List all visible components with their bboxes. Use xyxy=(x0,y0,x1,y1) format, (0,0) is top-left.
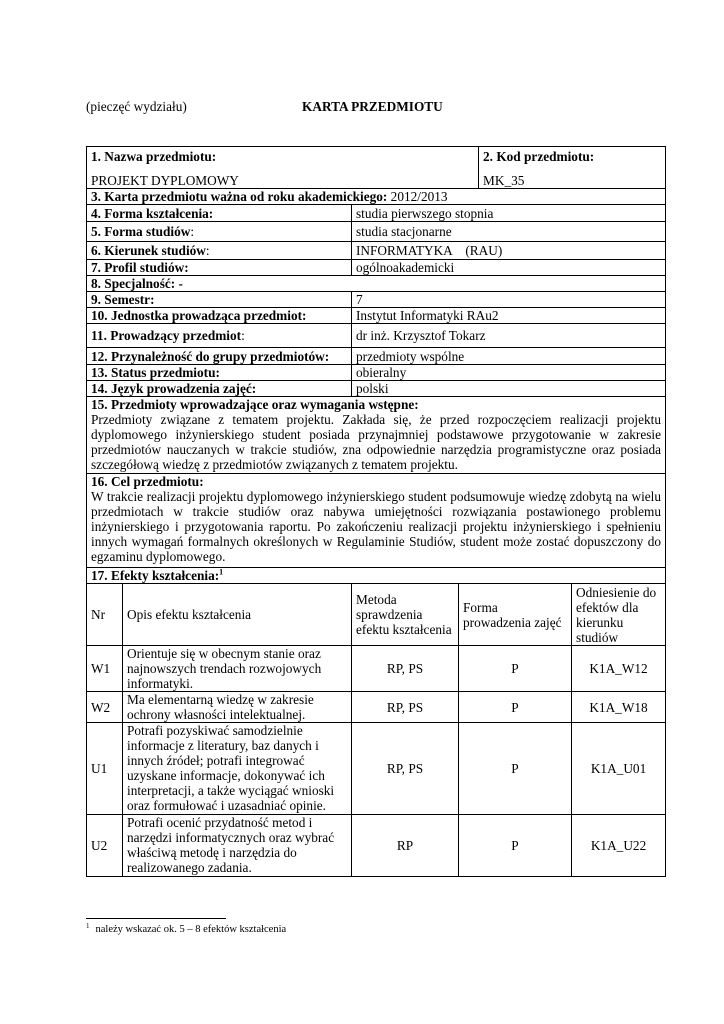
row-prerequisites xyxy=(87,397,666,474)
outcome-row xyxy=(87,723,666,815)
study-profile-value: ogólnoakademicki xyxy=(352,260,666,276)
lecturer-value: dr inż. Krzysztof Tokarz xyxy=(352,324,666,348)
course-name-label: 1. Nazwa przedmiotu: xyxy=(91,149,217,164)
course-code-value: MK_35 xyxy=(483,173,525,188)
footnote-text: należy wskazać ok. 5 – 8 efektów kształcenia xyxy=(95,924,287,935)
outcome-row xyxy=(87,815,666,877)
outcome-method: RP xyxy=(352,815,459,877)
education-form-label: 4. Forma kształcenia: xyxy=(87,205,352,222)
outcome-description: Orientuje się w obecnym stanie oraz najnowszych trendach rozwojowych informatyki. xyxy=(123,646,352,692)
valid-from-cell xyxy=(87,189,666,205)
faculty-stamp-label: (pieczęć wydziału) xyxy=(86,99,187,114)
lecturer-label: 11. Prowadzący przedmiot xyxy=(91,328,242,343)
outcome-nr: W2 xyxy=(87,692,123,723)
education-form-value: studia pierwszego stopnia xyxy=(352,205,666,222)
course-name-value: PROJEKT DYPLOMOWY xyxy=(91,173,239,188)
row-study-form xyxy=(87,222,666,242)
outcome-reference: K1A_W18 xyxy=(572,692,666,723)
col-description-header: Opis efektu kształcenia xyxy=(123,584,352,646)
study-profile-label: 7. Profil studiów: xyxy=(87,260,352,276)
col-form-header: Forma prowadzenia zajęć xyxy=(459,584,572,646)
footnote xyxy=(86,921,287,935)
row-specialty xyxy=(87,276,666,292)
document-title: KARTA PRZEDMIOTU xyxy=(302,99,443,114)
lecturer-label-suffix: : xyxy=(241,328,245,343)
field-of-study-label-cell xyxy=(87,242,352,260)
row-course-objective xyxy=(87,474,666,568)
field-of-study-label-suffix: : xyxy=(205,243,210,258)
row-valid-from xyxy=(87,189,666,205)
outcome-form: P xyxy=(459,646,572,692)
study-form-value: studia stacjonarne xyxy=(352,222,666,242)
course-name-cell xyxy=(87,147,479,189)
outcome-reference: K1A_W12 xyxy=(572,646,666,692)
specialty-label: 8. Specjalność: - xyxy=(87,276,666,292)
col-method-header: Metoda sprawdzenia efektu kształcenia xyxy=(352,584,459,646)
col-nr-header: Nr xyxy=(87,584,123,646)
outcome-row xyxy=(87,646,666,692)
course-group-value: przedmioty wspólne xyxy=(352,348,666,365)
course-status-label: 13. Status przedmiotu: xyxy=(87,365,352,381)
course-objective-label: 16. Cel przedmiotu: xyxy=(91,474,204,489)
study-form-label-suffix: : xyxy=(190,224,195,239)
footnote-ref: 1 xyxy=(219,567,224,577)
row-course-name-code xyxy=(87,147,666,189)
row-course-status xyxy=(87,365,666,381)
semester-label: 9. Semestr: xyxy=(87,292,352,308)
valid-from-value: 2012/2013 xyxy=(387,189,448,204)
prerequisites-cell xyxy=(87,397,666,474)
outcome-row xyxy=(87,692,666,723)
learning-outcomes-label: 17. Efekty kształcenia: xyxy=(91,568,220,583)
outcome-description: Potrafi ocenić przydatność metod i narzędzi informatycznych oraz wybrać właściwą metodę i narzędzia do realizowanego zadania. xyxy=(123,815,352,877)
outcome-nr: W1 xyxy=(87,646,123,692)
row-learning-outcomes-title xyxy=(87,568,666,584)
department-label: 10. Jednostka prowadząca przedmiot: xyxy=(87,308,352,324)
study-form-label: 5. Forma studiów xyxy=(91,224,191,239)
footnote-number: 1 xyxy=(86,921,90,930)
outcome-nr: U2 xyxy=(87,815,123,877)
outcome-method: RP, PS xyxy=(352,646,459,692)
outcome-form: P xyxy=(459,815,572,877)
course-code-cell xyxy=(479,147,666,189)
prerequisites-label: 15. Przedmioty wprowadzające oraz wymagania wstępne: xyxy=(91,397,419,412)
row-lecturer xyxy=(87,324,666,348)
study-form-label-cell xyxy=(87,222,352,242)
semester-value: 7 xyxy=(352,292,666,308)
outcome-method: RP, PS xyxy=(352,692,459,723)
col-reference-header: Odniesienie do efektów dla kierunku studiów xyxy=(572,584,666,646)
outcome-description: Potrafi pozyskiwać samodzielnie informacje z literatury, baz danych i innych źródeł; potrafi integrować uzyskane informacje, dokonywać ich interpretacji, a także wyciągać wnioski oraz formułować i uzasadniać opinie. xyxy=(123,723,352,815)
field-of-study-label: 6. Kierunek studiów xyxy=(91,243,206,258)
row-field-of-study xyxy=(87,242,666,260)
outcome-method: RP, PS xyxy=(352,723,459,815)
footnote-divider xyxy=(86,918,226,919)
outcomes-header-row xyxy=(87,584,666,646)
lecturer-label-cell xyxy=(87,324,352,348)
row-language xyxy=(87,381,666,397)
course-objective-text: W trakcie realizacji projektu dyplomowego inżynierskiego student podsumowuje wiedzę zdobytą na wielu przedmiotach w trakcie studiów oraz nabywa umiejętności rozwiązania postawionego problemu inżynierskiego i przygotowania raportu. Po zakończeniu realizacji projektu inżynierskiego i spełnieniu innych wymagań formalnych określonych w Regulaminie Studiów, student może zostać dopuszczony do egzaminu dyplomowego. xyxy=(91,489,662,564)
row-study-profile xyxy=(87,260,666,276)
course-objective-cell xyxy=(87,474,666,568)
outcome-form: P xyxy=(459,692,572,723)
row-department xyxy=(87,308,666,324)
outcome-nr: U1 xyxy=(87,723,123,815)
department-value: Instytut Informatyki RAu2 xyxy=(352,308,666,324)
course-status-value: obieralny xyxy=(352,365,666,381)
outcome-reference: K1A_U01 xyxy=(572,723,666,815)
field-of-study-value: INFORMATYKA (RAU) xyxy=(352,242,666,260)
course-card-table xyxy=(86,146,666,877)
outcome-form: P xyxy=(459,723,572,815)
course-code-label: 2. Kod przedmiotu: xyxy=(483,149,595,164)
row-education-form xyxy=(87,205,666,222)
outcome-description: Ma elementarną wiedzę w zakresie ochrony własności intelektualnej. xyxy=(123,692,352,723)
prerequisites-text: Przedmioty związane z tematem projektu. Zakłada się, że przed rozpoczęciem realizacji projektu dyplomowego inżynierskiego student posiada przynajmniej podstawowe przygotowanie w zakresie przedmiotów nauczanych w trakcie studiów, zna odpowiednie narzędzia programistyczne oraz posiada szczegółową wiedzę z przedmiotów związanych z tematem projektu. xyxy=(91,412,662,472)
language-value: polski xyxy=(352,381,666,397)
row-semester xyxy=(87,292,666,308)
valid-from-label: 3. Karta przedmiotu ważna od roku akademickiego: xyxy=(91,189,388,204)
row-course-group xyxy=(87,348,666,365)
language-label: 14. Język prowadzenia zajęć: xyxy=(87,381,352,397)
course-group-label: 12. Przynależność do grupy przedmiotów: xyxy=(87,348,352,365)
learning-outcomes-title-cell xyxy=(87,568,666,584)
document-header xyxy=(0,99,724,117)
outcome-reference: K1A_U22 xyxy=(572,815,666,877)
